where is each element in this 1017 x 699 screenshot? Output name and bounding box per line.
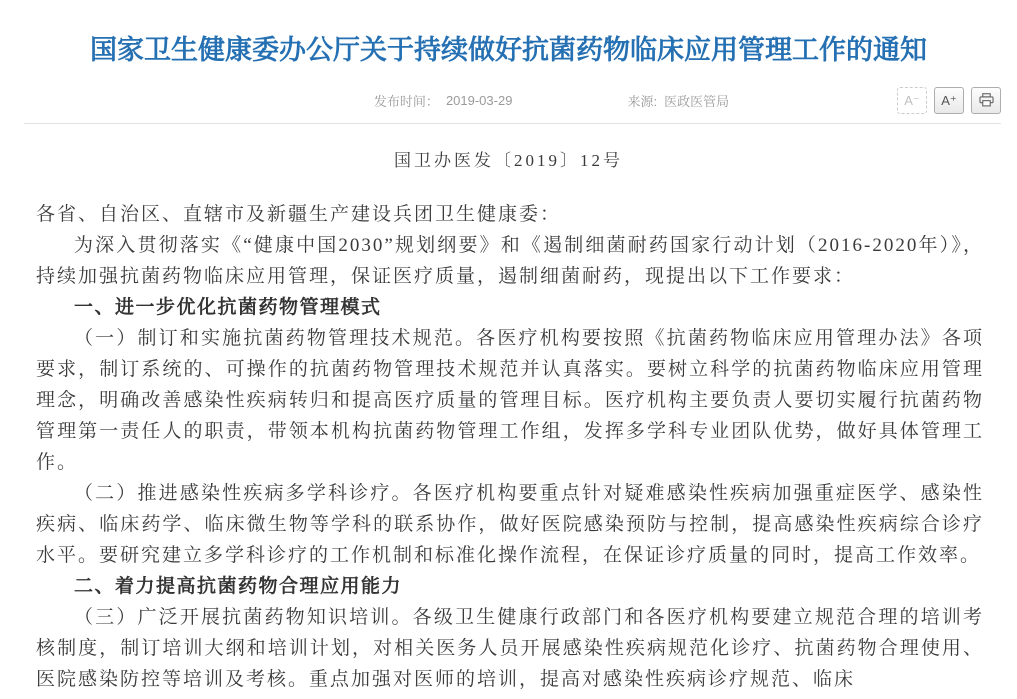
section-heading-2: 二、着力提高抗菌药物合理应用能力: [74, 576, 403, 598]
paragraph-intro: 为深入贯彻落实《“健康中国2030”规划纲要》和《遏制细菌耐药国家行动计划（2016-2020年）》，持续加强抗菌药物临床应用管理，保证医疗质量，遏制细菌耐药，现提出以下工作要求：: [36, 235, 984, 288]
section-heading-1: 一、进一步优化抗菌药物管理模式: [74, 297, 382, 319]
article-body: [0, 199, 1017, 695]
paragraph-item-1: （一）制订和实施抗菌药物管理技术规范。各医疗机构要按照《抗菌药物临床应用管理办法》各项要求，制订系统的、可操作的抗菌药物管理技术规范并认真落实。要树立科学的抗菌药物临床应用管理理念，明确改善感染性疾病转归和提高医疗质量的管理目标。医疗机构主要负责人要切实履行抗菌药物管理第一责任人的职责，带领本机构抗菌药物管理工作组，发挥多学科专业团队优势，做好具体管理工作。: [36, 328, 984, 474]
article-header: [0, 0, 1017, 124]
document-number: 国卫办医发〔2019〕12号: [394, 151, 623, 171]
meta-row: [0, 86, 1017, 114]
print-button[interactable]: [971, 87, 1001, 114]
publish-time-label: 发布时间：: [373, 93, 439, 109]
salutation: 各省、自治区、直辖市及新疆生产建设兵团卫生健康委：: [36, 204, 562, 226]
header-divider: [24, 123, 1001, 124]
font-decrease-button[interactable]: A⁻: [897, 87, 927, 114]
publish-time: [374, 91, 513, 110]
article-toolbar: [897, 86, 1001, 114]
source-label: 来源:: [627, 93, 658, 109]
publish-time-value: 2019-03-29: [445, 92, 513, 108]
paragraph-item-2: （二）推进感染性疾病多学科诊疗。各医疗机构要重点针对疑难感染性疾病加强重症医学、感染性疾病、临床药学、临床微生物等学科的联系协作，做好医院感染预防与控制，提高感染性疾病综合诊疗水平。要研究建立多学科诊疗的工作机制和标准化操作流程，在保证诊疗质量的同时，提高工作效率。: [36, 483, 984, 567]
page-title: 国家卫生健康委办公厅关于持续做好抗菌药物临床应用管理工作的通知: [90, 35, 927, 66]
source: [627, 91, 729, 110]
printer-icon: [979, 93, 994, 107]
paragraph-item-3: （三）广泛开展抗菌药物知识培训。各级卫生健康行政部门和各医疗机构要建立规范合理的培训考核制度，制订培训大纲和培训计划，对相关医务人员开展感染性疾病规范化诊疗、抗菌药物合理使用、医院感染防控等培训及考核。重点加强对医师的培训，提高对感染性疾病诊疗规范、临床: [36, 607, 984, 691]
source-value: 医政医管局: [664, 93, 730, 109]
font-increase-button[interactable]: A⁺: [934, 87, 964, 114]
